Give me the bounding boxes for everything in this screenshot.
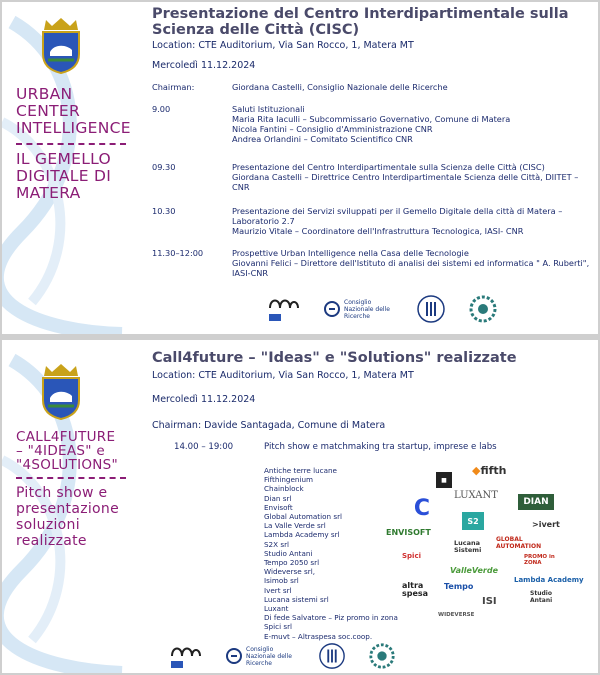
spici-logo: Spici	[402, 552, 422, 560]
agenda-line: Maurizio Vitale – Coordinatore dell'Infrastruttura Tecnologica, IASI- CNR	[232, 226, 524, 236]
agenda-time: 09.30	[152, 162, 176, 172]
dashed-divider	[16, 143, 126, 145]
fifth-logo	[472, 464, 507, 477]
side-subtitle-line: presentazione	[16, 501, 119, 517]
side-subtitle-line: IL GEMELLO	[16, 150, 112, 168]
side-title-line: CALL4FUTURE	[16, 429, 116, 445]
agenda-body	[232, 248, 592, 278]
agenda-line: Andrea Orlandini – Comitato Scientifico CNR	[232, 134, 413, 144]
agenda-item	[152, 104, 592, 144]
tempo-logo: Tempo	[444, 582, 474, 591]
gear-seal-icon	[368, 642, 396, 670]
lambda-academy-logo: Lambda Academy	[514, 576, 584, 584]
side-subtitle-line: MATERA	[16, 184, 81, 202]
matera-crest-icon	[38, 16, 84, 74]
exhibitor: Chainblock	[264, 484, 304, 494]
agenda-time: 9.00	[152, 104, 171, 114]
agenda-item	[152, 162, 592, 192]
agenda-item	[152, 248, 592, 278]
agenda-body	[232, 104, 592, 144]
exhibitor: Global Automation srl	[264, 512, 343, 522]
ivert-logo: >ivert	[532, 520, 560, 529]
exhibitor: S2X srl	[264, 539, 290, 549]
logo-strip	[266, 294, 498, 324]
matera-crest-icon	[38, 362, 84, 420]
cnr-label: Consiglio Nazionale delle Ricerche	[344, 298, 390, 320]
exhibitor: Luxant	[264, 604, 289, 614]
chairman-row	[152, 82, 592, 92]
global-automation-logo: GLOBAL AUTOMATION	[496, 536, 542, 550]
exhibitor: Envisoft	[264, 502, 293, 512]
cnr-icon	[226, 648, 242, 664]
dashed-divider	[16, 477, 126, 479]
side-heading	[16, 86, 148, 202]
side-title-line: URBAN	[16, 85, 73, 103]
side-heading	[16, 430, 148, 549]
exhibitor: La Valle Verde srl	[264, 521, 326, 531]
slide-title: Presentazione del Centro Interdipartimentale sulla Scienza delle Città (CISC)	[152, 6, 569, 38]
matera-logo-icon	[266, 294, 302, 324]
matera-logo-icon	[168, 642, 204, 670]
exhibitor: E-muvt – Altraspesa soc.coop.	[264, 631, 373, 641]
location: Location: CTE Auditorium, Via San Rocco, 1, Matera MT	[152, 40, 414, 51]
session-row	[174, 442, 594, 452]
agenda-line: Prospettive Urban Intelligence nella Casa delle Tecnologie	[232, 248, 469, 258]
side-subtitle	[16, 485, 148, 549]
dian-logo: DIAN	[518, 494, 554, 510]
session-title: Pitch show e matchmaking tra startup, imprese e labs	[264, 442, 497, 452]
fifth-mark-icon: ◆	[472, 464, 481, 477]
agenda-line: Maria Rita Iaculli – Subcommissario Governativo, Comune di Matera	[232, 114, 511, 124]
gear-seal-icon	[468, 294, 498, 324]
exhibitor: Lambda Academy srl	[264, 530, 340, 540]
cnr-logo	[324, 299, 394, 320]
studio-antani-logo: Studio Antani	[530, 590, 553, 604]
slide-urban-center	[2, 2, 598, 334]
side-subtitle	[16, 151, 148, 202]
s2x-logo: S2	[462, 512, 484, 530]
location: Location: CTE Auditorium, Via San Rocco, 1, Matera MT	[152, 370, 414, 381]
slide-call4future	[2, 340, 598, 673]
event-date: Mercoledì 11.12.2024	[152, 60, 256, 71]
agenda-body	[232, 162, 592, 192]
altraspesa-logo: altra spesa	[402, 581, 429, 598]
antiche-terre-logo: ■	[436, 472, 452, 488]
side-title-line: – "4IDEAS" e	[16, 443, 105, 459]
luxant-logo: LUXANT	[454, 490, 498, 501]
agenda-time: 11.30–12:00	[152, 248, 204, 258]
agenda-line: Giordana Castelli – Direttrice Centro Interdipartimentale Scienza delle Città, DIITET – CNR	[232, 172, 579, 192]
side-title-line: CENTER	[16, 102, 81, 120]
exhibitor: Tempo 2050 srl	[264, 558, 320, 568]
envisoft-logo: ENVISOFT	[386, 528, 431, 537]
exhibitor: Antiche terre lucane	[264, 466, 337, 475]
valleverde-logo: ValleVerde	[450, 566, 499, 575]
cnr-label: Consiglio Nazionale delle Ricerche	[246, 645, 292, 667]
lucana-sistemi-logo: Lucana Sistemi	[454, 539, 482, 554]
side-title-line: INTELLIGENCE	[16, 119, 131, 137]
side-subtitle-line: realizzate	[16, 533, 87, 549]
institute-seal-icon	[318, 642, 346, 670]
exhibitor: Wideverse srl,	[264, 567, 315, 577]
session-time: 14.00 – 19:00	[174, 442, 234, 452]
agenda-body	[232, 206, 592, 236]
isimob-logo: ISI	[482, 596, 497, 607]
side-title-line: "4SOLUTIONS"	[16, 457, 119, 473]
exhibitor: Studio Antani	[264, 548, 313, 558]
slide-title: Call4future – "Ideas" e "Solutions" realizzate	[152, 350, 517, 366]
logo-strip	[168, 642, 396, 670]
exhibitor: Dian srl	[264, 493, 292, 503]
fifth-label: fifth	[480, 464, 507, 477]
agenda-line: Presentazione dei Servizi sviluppati per il Gemello Digitale della città di Matera – Laboratorio 2.7	[232, 206, 563, 226]
side-subtitle-line: DIGITALE DI	[16, 167, 112, 185]
exhibitor: Isimob srl	[264, 576, 299, 586]
agenda-line: Nicola Fantini – Consiglio d'Amministrazione CNR	[232, 124, 433, 134]
exhibitor: Fifthingenium	[264, 475, 314, 485]
exhibitor: Di fede Salvatore – Piz promo in zona	[264, 613, 398, 623]
agenda-item	[152, 206, 592, 236]
exhibitor: Lucana sistemi srl	[264, 594, 329, 604]
institute-seal-icon	[416, 294, 446, 324]
chainblock-logo: C	[413, 495, 431, 521]
wideverse-logo: WIDEVERSE	[438, 612, 475, 618]
agenda-time: 10.30	[152, 206, 176, 216]
chairman-label: Chairman:	[152, 82, 195, 92]
promo-in-zona-logo: PROMO in ZONA	[524, 554, 555, 566]
chairman-name: Giordana Castelli, Consiglio Nazionale delle Ricerche	[232, 82, 448, 92]
exhibitor: Spici srl	[264, 622, 293, 632]
side-subtitle-line: Pitch show e	[16, 485, 108, 501]
exhibitor-list	[264, 466, 398, 641]
agenda-line: Giovanni Felici – Direttore dell'Istituto di analisi dei sistemi ed informatica " A. Ruberti", IASI-CNR	[232, 258, 590, 278]
agenda-line: Saluti Istituzionali	[232, 104, 305, 114]
event-date: Mercoledì 11.12.2024	[152, 394, 256, 405]
cnr-icon	[324, 301, 340, 317]
chairman: Chairman: Davide Santagada, Comune di Matera	[152, 420, 386, 431]
cnr-logo	[226, 646, 296, 667]
agenda-line: Presentazione del Centro Interdipartimentale sulla Scienza delle Città (CISC)	[232, 162, 545, 172]
exhibitor: Ivert srl	[264, 585, 292, 595]
side-subtitle-line: soluzioni	[16, 517, 80, 533]
